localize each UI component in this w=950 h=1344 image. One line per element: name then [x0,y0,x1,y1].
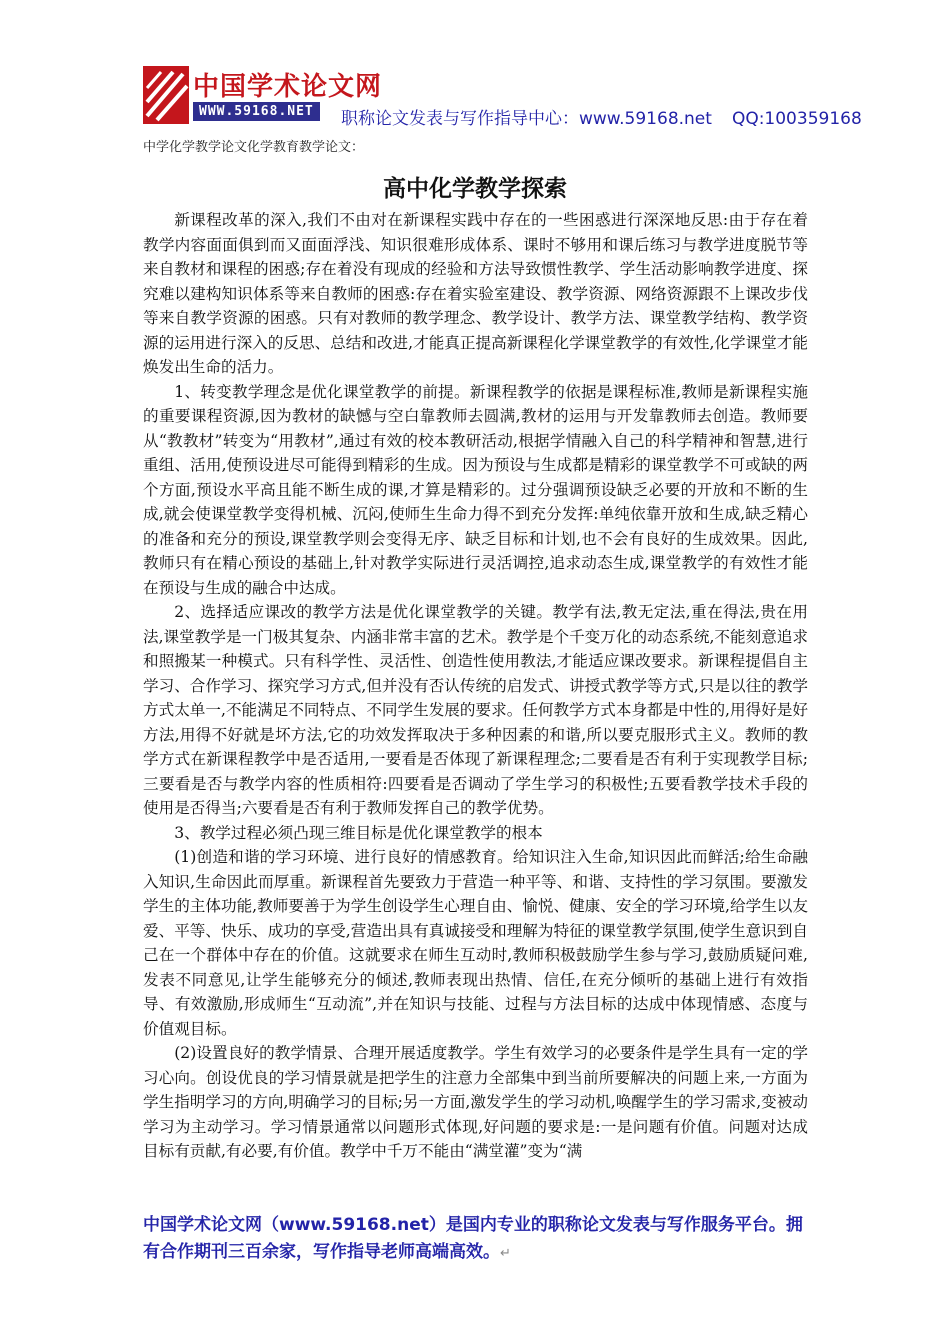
logo-url: WWW.59168.NET [193,102,320,121]
page-footer [143,1212,813,1267]
page-header [143,64,862,134]
logo-title: 中国学术论文网 [193,72,383,102]
slogan-text[interactable]: 职称论文发表与写作指导中心：www.59168.net [341,109,712,129]
logo-mark-icon [143,66,189,124]
section-heading: 3、教学过程必须凸现三维目标是优化课堂教学的根本 [174,823,543,842]
paragraph: 1、转变教学理念是优化课堂教学的前提。新课程教学的依据是课程标准,教师是新课程实施的重要课程资源,因为教材的缺憾与空白靠教师去圆满,教材的运用与开发靠教师去创造。教师要从“教教材”转变为“用教材”,通过有效的校本教研活动,根据学情融入自己的科学精神和智慧,进行重组、活用,使预设进尽可能得到精彩的生成。因为预设与生成都是精彩的课堂教学不可或缺的两个方面,预设水平高且能不断生成的课,才算是精彩的。过分强调预设缺乏必要的开放和不断的生成,就会使课堂教学变得机械、沉闷,使师生生命力得不到充分发挥:单纯依靠开放和生成,缺乏精心的准备和充分的预设,课堂教学则会变得无序、缺乏目标和计划,也不会有良好的生成效果。因此,教师只有在精心预设的基础上,针对教学实际进行灵活调控,追求动态生成,课堂教学的有效性才能在预设与生成的融合中达成。 [143,382,808,597]
paragraph: 2、选择适应课改的教学方法是优化课堂教学的关键。教学有法,教无定法,重在得法,贵在用法,课堂教学是一门极其复杂、内涵非常丰富的艺术。教学是个千变万化的动态系统,不能刻意追求和照搬某一种模式。只有科学性、灵活性、创造性使用教法,才能适应课改要求。新课程提倡自主学习、合作学习、探究学习方式,但并没有否认传统的启发式、讲授式教学等方式,只是以往的教学方式太单一,不能满足不同特点、不同学生发展的要求。任何教学方式本身都是中性的,用得好是好方法,用得不好就是坏方法,它的功效发挥取决于多种因素的和谐,所以要克服形式主义。教师的教学方式在新课程教学中是否适用,一要看是否体现了新课程理念;二要看是否有利于实现教学目标;三要看是否与教学内容的性质相符:四要看是否调动了学生学习的积极性;五要看教学技术手段的使用是否得当;六要看是否有利于教师发挥自己的教学优势。 [143,603,808,817]
footer-text: 中国学术论文网（www.59168.net）是国内专业的职称论文发表与写作服务平台。拥有合作期刊三百余家，写作指导老师高端高效。 [143,1215,803,1262]
paragraph: 新课程改革的深入,我们不由对在新课程实践中存在的一些困惑进行深深地反思:由于存在着教学内容面面俱到而又面面浮浅、知识很难形成体系、课时不够用和课后练习与教学进度脱节等来自教材和课程的困惑;存在着没有现成的经验和方法导致惯性教学、学生活动影响教学进度、探究难以建构知识体系等来自教师的困惑:存在着实验室建设、教学资源、网络资源跟不上课改步伐等来自教学资源的困惑。只有对教师的教学理念、教学设计、教学方法、课堂教学结构、教学资源的运用进行深入的反思、总结和改进,才能真正提高新课程化学课堂教学的有效性,化学课堂才能焕发出生命的活力。 [143,211,808,376]
paragraph: (1)创造和谐的学习环境、进行良好的情感教育。给知识注入生命,知识因此而鲜活;给生命融入知识,生命因此而厚重。新课程首先要致力于营造一种平等、和谐、支持性的学习氛围。要激发学生的主体功能,教师要善于为学生创设学生心理自由、愉悦、健康、安全的学习环境,给学生以友爱、平等、快乐、成功的享受,营造出具有真诚接受和理解为特征的课堂教学氛围,使学生意识到自己在一个群体中存在的价值。这就要求在师生互动时,教师积极鼓励学生参与学习,鼓励质疑问难,发表不同意见,让学生能够充分的倾述,教师表现出热情、信任,在充分倾听的基础上进行有效指导、有效激励,形成师生“互动流”,并在知识与技能、过程与方法目标的达成中体现情感、态度与价值观目标。 [143,848,808,1038]
article-body [143,208,808,1164]
intro-line: 中学化学教学论文化学教育教学论文： [143,140,365,155]
qq-number: QQ:100359168 [731,109,862,129]
header-slogan [341,104,862,129]
return-icon: ↵ [500,1246,511,1261]
article-title: 高中化学教学探索 [383,175,567,202]
paragraph: (2)设置良好的教学情景、合理开展适度教学。学生有效学习的必要条件是学生具有一定的学习心向。创设优良的学习情景就是把学生的注意力全部集中到当前所要解决的问题上来,一方面为学生指明学习的方向,明确学习的目标;另一方面,激发学生的学习动机,唤醒学生的学习需求,变被动学习为主动学习。学习情景通常以问题形式体现,好问题的要求是:一是问题有价值。问题对达成目标有贡献,有必要,有价值。教学中千万不能由“满堂灌”变为“满 [143,1044,808,1160]
site-logo [143,64,383,126]
